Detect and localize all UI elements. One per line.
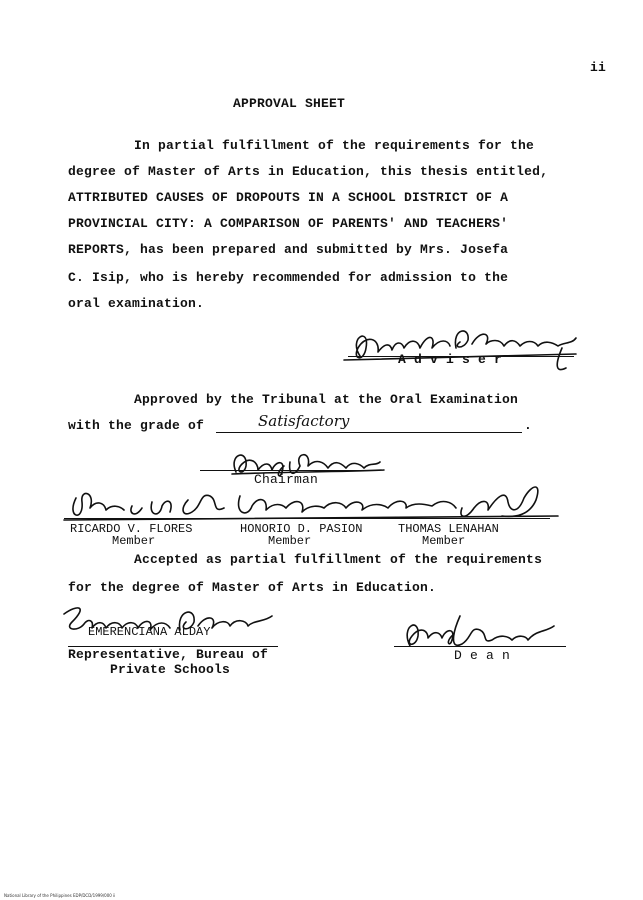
representative-name: EMERENCIANA ALDAY bbox=[88, 625, 211, 639]
member-role-3: Member bbox=[422, 534, 466, 548]
body-line-3: ATTRIBUTED CAUSES OF DROPOUTS IN A SCHOOL DISTRICT OF A bbox=[68, 190, 509, 205]
grade-end: . bbox=[524, 418, 533, 433]
representative-title-1: Representative, Bureau of bbox=[68, 647, 269, 662]
grade-value: Satisfactory bbox=[258, 412, 350, 430]
members-signature-line bbox=[64, 518, 550, 519]
page-title: APPROVAL SHEET bbox=[233, 96, 346, 111]
grade-underline bbox=[216, 432, 522, 433]
members-signatures bbox=[62, 478, 562, 528]
body-line-1: In partial fulfillment of the requirements for the bbox=[134, 138, 535, 153]
grade-label: with the grade of bbox=[68, 418, 205, 433]
body-line-4: PROVINCIAL CITY: A COMPARISON OF PARENTS' AND TEACHERS' bbox=[68, 216, 509, 231]
member-name-1: RICARDO V. FLORES bbox=[70, 522, 193, 536]
member-role-2: Member bbox=[268, 534, 312, 548]
chairman-label: Chairman bbox=[254, 472, 319, 487]
dean-signature-line bbox=[394, 646, 566, 647]
member-name-3: THOMAS LENAHAN bbox=[398, 522, 499, 536]
body-line-5: REPORTS, has been prepared and submitted by Mrs. Josefa bbox=[68, 242, 509, 257]
accepted-line-2: for the degree of Master of Arts in Education. bbox=[68, 580, 437, 595]
adviser-label: A d v i s e r bbox=[398, 352, 503, 367]
chairman-signature-line bbox=[200, 470, 376, 471]
adviser-signature bbox=[340, 318, 580, 378]
footer-text: National Library of the Philippines EDP/DCD/1999/000 ii bbox=[4, 893, 116, 898]
approved-line: Approved by the Tribunal at the Oral Examination bbox=[134, 392, 519, 407]
representative-title-2: Private Schools bbox=[110, 662, 231, 677]
body-line-2: degree of Master of Arts in Education, this thesis entitled, bbox=[68, 164, 549, 179]
member-name-2: HONORIO D. PASION bbox=[240, 522, 363, 536]
body-line-7: oral examination. bbox=[68, 296, 205, 311]
member-role-1: Member bbox=[112, 534, 156, 548]
page-number: ii bbox=[590, 60, 607, 75]
dean-label: D e a n bbox=[454, 648, 511, 663]
accepted-line-1: Accepted as partial fulfillment of the requirements bbox=[134, 552, 543, 567]
body-line-6: C. Isip, who is hereby recommended for admission to the bbox=[68, 270, 509, 285]
